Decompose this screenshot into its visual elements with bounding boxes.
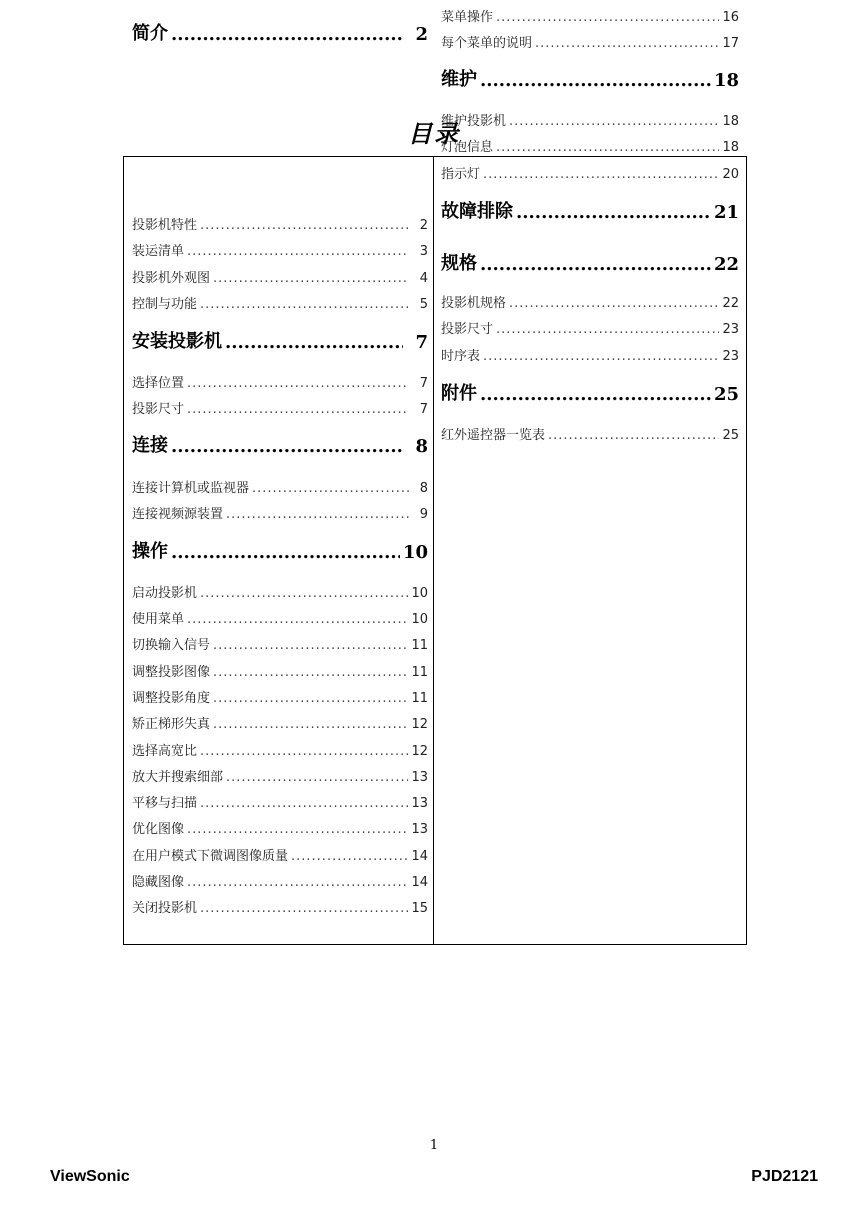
dot-leader — [213, 638, 408, 653]
toc-entry[interactable] — [441, 33, 739, 51]
dot-leader — [187, 875, 408, 890]
footer-model: PJD2121 — [751, 1168, 818, 1185]
dot-leader — [480, 254, 711, 275]
toc-label: 选择高宽比 — [132, 744, 198, 759]
toc-entry[interactable] — [132, 215, 428, 233]
toc-page-number: 12 — [411, 744, 428, 759]
toc-page-number: 21 — [713, 202, 739, 223]
toc-page-number: 8 — [415, 436, 428, 457]
toc-page-number: 4 — [419, 271, 428, 286]
toc-page-number: 23 — [722, 322, 739, 337]
toc-page-number: 7 — [419, 402, 428, 417]
toc-label: 投影尺寸 — [441, 322, 494, 337]
toc-page-number: 11 — [411, 638, 428, 653]
toc-page-number: 3 — [419, 244, 428, 259]
toc-entry[interactable] — [441, 293, 739, 311]
toc-entry[interactable] — [441, 7, 739, 25]
toc-entry[interactable] — [132, 688, 428, 706]
toc-label: 维护 — [441, 69, 477, 90]
toc-label: 维护投影机 — [441, 114, 507, 129]
toc-label: 选择位置 — [132, 376, 185, 391]
toc-entry[interactable] — [441, 111, 739, 129]
footer-brand: ViewSonic — [50, 1168, 130, 1185]
toc-section[interactable] — [132, 325, 428, 353]
dot-leader — [213, 665, 408, 680]
toc-label: 在用户模式下微调图像质量 — [132, 849, 289, 864]
toc-page-number: 25 — [713, 384, 739, 405]
toc-label: 调整投影角度 — [132, 691, 211, 706]
toc-page-number: 18 — [713, 70, 739, 91]
toc-label: 控制与功能 — [132, 297, 198, 312]
dot-leader — [187, 822, 408, 837]
toc-entry[interactable] — [132, 294, 428, 312]
toc-page-number: 8 — [419, 481, 428, 496]
toc-page-number: 7 — [419, 376, 428, 391]
dot-leader — [187, 402, 409, 417]
toc-entry[interactable] — [441, 425, 739, 443]
toc-label: 时序表 — [441, 349, 481, 364]
toc-page-number: 13 — [411, 796, 428, 811]
dot-leader — [480, 70, 711, 91]
dot-leader — [200, 901, 408, 916]
toc-label: 使用菜单 — [132, 612, 185, 627]
toc-entry[interactable] — [132, 583, 428, 601]
toc-entry[interactable] — [132, 504, 428, 522]
toc-entry[interactable] — [132, 872, 428, 890]
toc-page-number: 25 — [722, 428, 739, 443]
toc-label: 调整投影图像 — [132, 665, 211, 680]
dot-leader — [200, 586, 408, 601]
dot-leader — [225, 332, 403, 353]
dot-leader — [213, 271, 409, 286]
toc-entry[interactable] — [132, 741, 428, 759]
toc-entry[interactable] — [132, 268, 428, 286]
dot-leader — [535, 36, 719, 51]
column-divider — [433, 157, 434, 944]
toc-entry[interactable] — [132, 793, 428, 811]
toc-label: 关闭投影机 — [132, 901, 198, 916]
dot-leader — [483, 167, 719, 182]
toc-section[interactable] — [441, 247, 739, 275]
toc-label: 简介 — [132, 23, 168, 44]
toc-page-number: 9 — [419, 507, 428, 522]
toc-label: 指示灯 — [441, 167, 481, 182]
toc-section[interactable] — [441, 377, 739, 405]
toc-entry[interactable] — [441, 164, 739, 182]
toc-page-number: 16 — [722, 10, 739, 25]
toc-page-number: 22 — [722, 296, 739, 311]
toc-page-number: 17 — [722, 36, 739, 51]
toc-title: 目录 — [408, 119, 460, 148]
dot-leader — [226, 507, 409, 522]
toc-page-number: 11 — [411, 665, 428, 680]
toc-page-number: 10 — [402, 542, 428, 563]
dot-leader — [187, 244, 409, 259]
toc-label: 投影机特性 — [132, 218, 198, 233]
dot-leader — [548, 428, 719, 443]
dot-leader — [213, 691, 408, 706]
toc-page-number: 18 — [722, 140, 739, 155]
toc-page-number: 18 — [722, 114, 739, 129]
toc-section[interactable] — [132, 535, 428, 563]
dot-leader — [509, 114, 719, 129]
toc-entry[interactable] — [132, 767, 428, 785]
dot-leader — [496, 10, 719, 25]
toc-label: 安装投影机 — [132, 331, 222, 352]
toc-page-number: 10 — [411, 612, 428, 627]
toc-section[interactable] — [441, 195, 739, 223]
toc-label: 隐藏图像 — [132, 875, 185, 890]
toc-label: 菜单操作 — [441, 10, 494, 25]
toc-entry[interactable] — [132, 662, 428, 680]
toc-label: 投影机规格 — [441, 296, 507, 311]
toc-page-number: 14 — [411, 849, 428, 864]
toc-entry[interactable] — [441, 319, 739, 337]
toc-label: 连接视频源装置 — [132, 507, 224, 522]
toc-entry[interactable] — [132, 609, 428, 627]
toc-label: 操作 — [132, 541, 168, 562]
toc-label: 平移与扫描 — [132, 796, 198, 811]
toc-entry[interactable] — [441, 137, 739, 155]
toc-label: 连接 — [132, 435, 168, 456]
dot-leader — [496, 322, 719, 337]
dot-leader — [171, 436, 403, 457]
dot-leader — [226, 770, 408, 785]
dot-leader — [171, 542, 400, 563]
dot-leader — [187, 376, 409, 391]
toc-page-number: 13 — [411, 770, 428, 785]
toc-page-number: 23 — [722, 349, 739, 364]
toc-label: 每个菜单的说明 — [441, 36, 533, 51]
toc-label: 投影机外观图 — [132, 271, 211, 286]
toc-label: 启动投影机 — [132, 586, 198, 601]
toc-label: 故障排除 — [441, 201, 513, 222]
toc-entry[interactable] — [132, 714, 428, 732]
dot-leader — [171, 24, 403, 45]
toc-label: 规格 — [441, 253, 477, 274]
toc-label: 灯泡信息 — [441, 140, 494, 155]
toc-label: 红外遥控器一览表 — [441, 428, 546, 443]
dot-leader — [496, 140, 719, 155]
toc-label: 优化图像 — [132, 822, 185, 837]
dot-leader — [483, 349, 719, 364]
toc-page-number: 10 — [411, 586, 428, 601]
toc-label: 放大并搜索细部 — [132, 770, 224, 785]
toc-label: 装运清单 — [132, 244, 185, 259]
toc-entry[interactable] — [132, 373, 428, 391]
toc-label: 连接计算机或监视器 — [132, 481, 250, 496]
dot-leader — [213, 717, 408, 732]
toc-entry[interactable] — [132, 478, 428, 496]
toc-page-number: 14 — [411, 875, 428, 890]
toc-page-number: 7 — [415, 332, 428, 353]
dot-leader — [252, 481, 409, 496]
dot-leader — [200, 218, 409, 233]
page-number: 1 — [429, 1138, 439, 1153]
toc-section[interactable] — [132, 429, 428, 457]
toc-entry[interactable] — [132, 819, 428, 837]
toc-entry[interactable] — [132, 241, 428, 259]
dot-leader — [291, 849, 408, 864]
toc-page-number: 12 — [411, 717, 428, 732]
toc-page-number: 5 — [419, 297, 428, 312]
toc-label: 附件 — [441, 383, 477, 404]
dot-leader — [200, 744, 408, 759]
toc-entry[interactable] — [132, 399, 428, 417]
toc-entry[interactable] — [132, 635, 428, 653]
toc-label: 切换输入信号 — [132, 638, 211, 653]
toc-entry[interactable] — [132, 898, 428, 916]
dot-leader — [200, 297, 409, 312]
toc-label: 矫正梯形失真 — [132, 717, 211, 732]
toc-page-number: 2 — [419, 218, 428, 233]
dot-leader — [200, 796, 408, 811]
toc-page-number: 20 — [722, 167, 739, 182]
toc-page-number: 22 — [713, 254, 739, 275]
dot-leader — [509, 296, 719, 311]
toc-page-number: 13 — [411, 822, 428, 837]
toc-page-number: 11 — [411, 691, 428, 706]
toc-entry[interactable] — [132, 846, 428, 864]
dot-leader — [187, 612, 408, 627]
dot-leader — [480, 384, 711, 405]
toc-entry[interactable] — [441, 346, 739, 364]
toc-page-number: 15 — [411, 901, 428, 916]
toc-section[interactable] — [132, 17, 428, 45]
dot-leader — [516, 202, 711, 223]
toc-section[interactable] — [441, 63, 739, 91]
toc-label: 投影尺寸 — [132, 402, 185, 417]
toc-page-number: 2 — [415, 24, 428, 45]
